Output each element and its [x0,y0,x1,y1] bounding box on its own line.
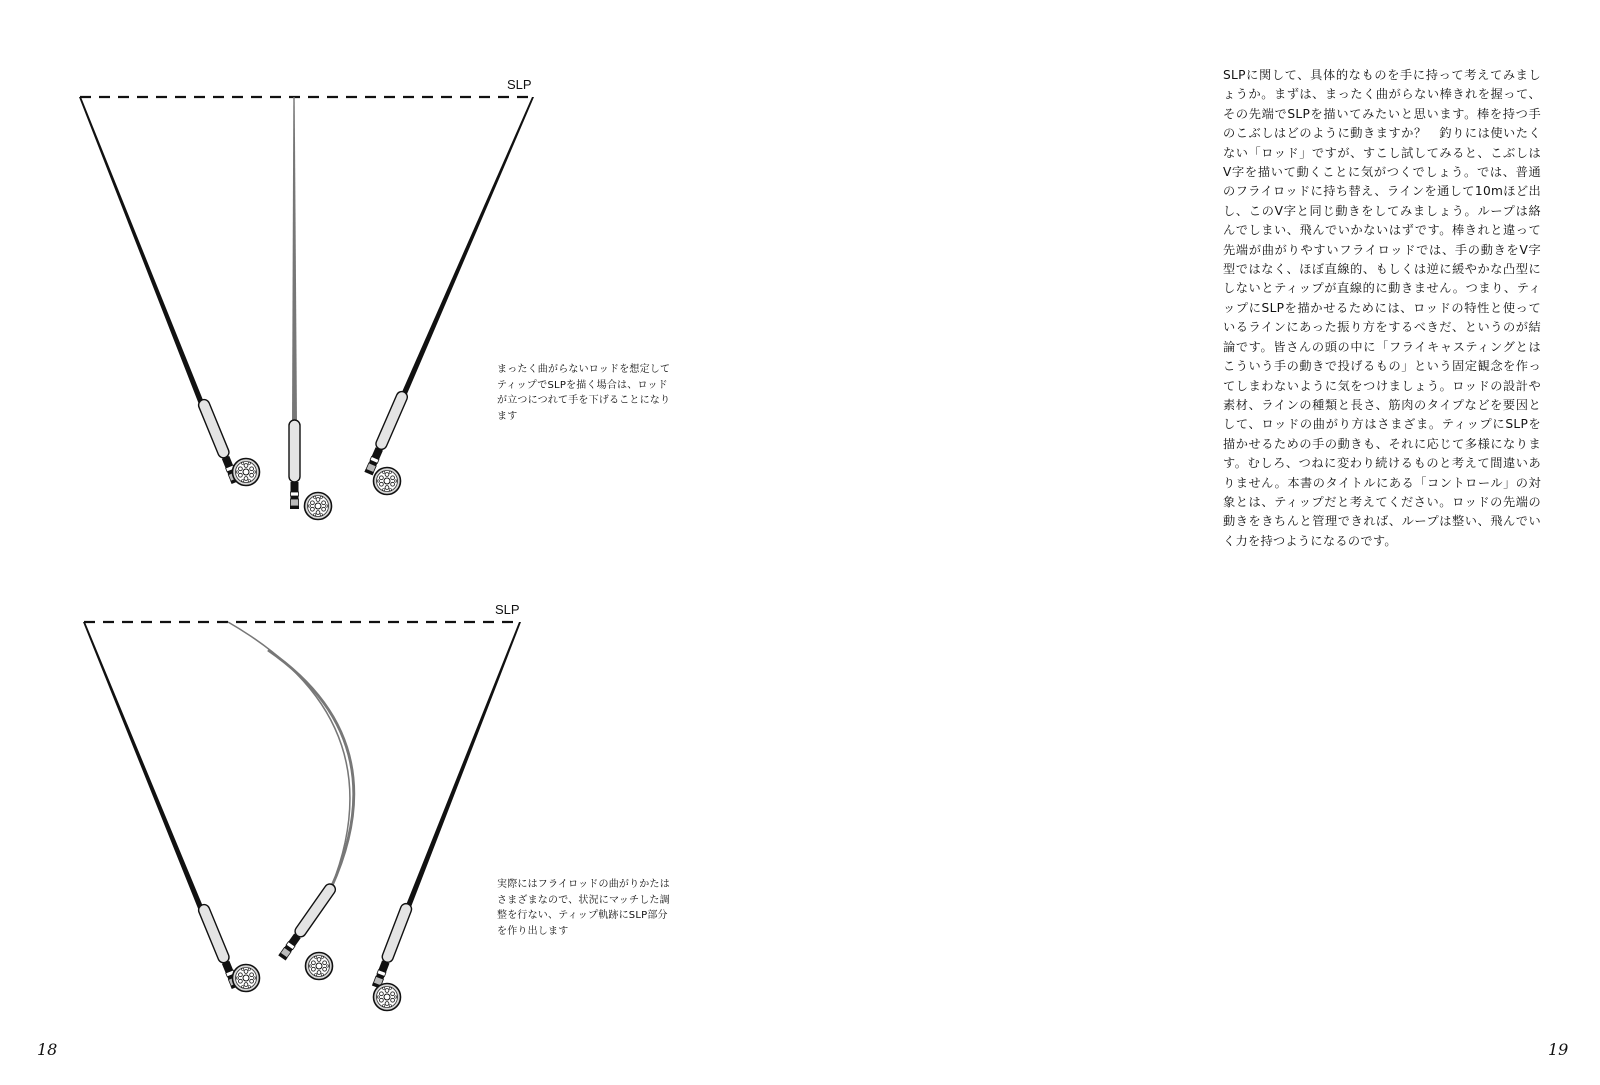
figure-bottom [83,602,521,1011]
slp-label: SLP [495,602,520,617]
slp-label: SLP [507,77,532,92]
rod-left-icon [83,622,260,992]
page-number-left: 18 [37,1040,58,1059]
rod-right-icon [363,97,534,495]
page-number-right: 19 [1548,1040,1569,1059]
rod-center-icon [289,97,332,520]
body-paragraph: SLPに関して、具体的なものを手に持って考えてみましょうか。まずは、まったく曲がらない棒きれを握って、その先端でSLPを描いてみたいと思います。棒を持つ手のこぶしはどのように動きますか？ 釣りには使いたくない「ロッド」ですが、すこし試してみると、こぶしはV字を描いて動くことに気がつくでしょう。では、普通のフライロッドに持ち替え、ラインを通して10mほど出し、このV字と同じ動きをしてみましょう。ループは絡んでしまい、飛んでいかないはずです。棒きれと違って先端が曲がりやすいフライロッドでは、手の動きをV字型ではなく、ほぼ直線的、もしくは逆に緩やかな凸型にしないとティップが直線的に動きません。つまり、ティップにSLPを描かせるためには、ロッドの特性と使っているラインにあった振り方をするべきだ、というのが結論です。皆さんの頭の中に「フライキャスティングとはこういう手の動きで投げるもの」という固定観念を作ってしまわないように気をつけましょう。ロッドの設計や素材、ラインの種類と長さ、筋肉のタイプなどを要因として、ロッドの曲がり方はさまざま。ティップにSLPを描かせるための手の動きも、それに応じて多様になります。むしろ、つねに変わり続けるものと考えて間違いありません。本書のタイトルにある「コントロール」の対象とは、ティップだと考えてください。ロッドの先端の動きをきちんと管理できれば、ループは整い、飛んでいく力を持つようになるのです。 [1223,68,1541,548]
rod-left-icon [79,97,260,486]
rod-bent-icon [228,622,354,980]
rod-right-icon [371,622,521,1011]
figure-caption-top: まったく曲がらないロッドを想定して ティップでSLPを描く場合は、ロッド が立つにつれて手を下げることになり ます [497,364,671,422]
figure-top [79,77,534,520]
figure-caption-bottom: 実際にはフライロッドの曲がりかたは さまざまなので、状況にマッチした調 整を行ない、ティップ軌跡にSLP部分 を作り出します [497,879,670,937]
